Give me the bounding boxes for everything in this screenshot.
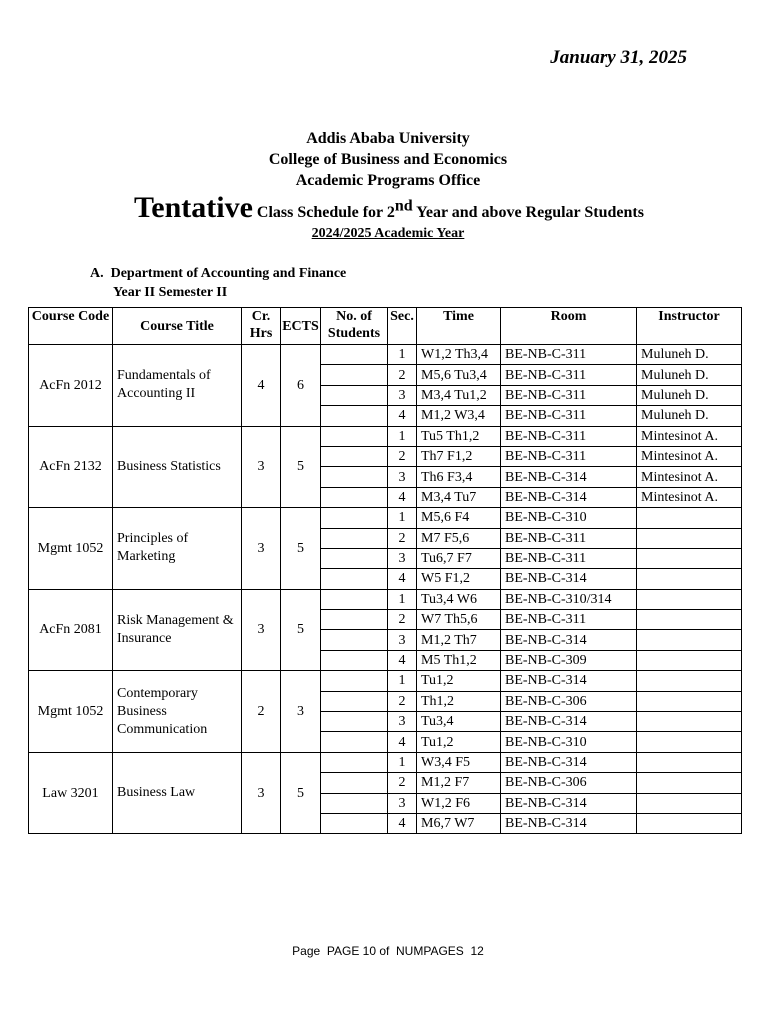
time-cell: Tu3,4: [417, 712, 501, 732]
course-code-cell: Mgmt 1052: [29, 508, 113, 590]
table-row: [29, 589, 742, 609]
instructor-cell: [637, 813, 742, 833]
time-cell: W7 Th5,6: [417, 610, 501, 630]
instructor-cell: [637, 752, 742, 772]
instructor-cell: [637, 712, 742, 732]
course-code-cell: Law 3201: [29, 752, 113, 834]
instructor-cell: Muluneh D.: [637, 365, 742, 385]
section-cell: 2: [388, 691, 417, 711]
instructor-cell: Muluneh D.: [637, 345, 742, 365]
time-cell: M5 Th1,2: [417, 650, 501, 670]
instructor-cell: [637, 630, 742, 650]
students-cell: [321, 813, 388, 833]
ects-cell: 5: [281, 508, 321, 590]
room-cell: BE-NB-C-311: [501, 548, 637, 568]
time-cell: M6,7 W7: [417, 813, 501, 833]
header-course-title: Course Title: [113, 308, 242, 345]
students-cell: [321, 650, 388, 670]
section-cell: 2: [388, 528, 417, 548]
room-cell: BE-NB-C-311: [501, 528, 637, 548]
instructor-cell: [637, 569, 742, 589]
students-cell: [321, 508, 388, 528]
instructor-cell: Mintesinot A.: [637, 446, 742, 466]
title-superscript: nd: [394, 197, 413, 215]
time-cell: M1,2 Th7: [417, 630, 501, 650]
header-room: Room: [501, 308, 637, 345]
title-text-post: Year and above Regular Students: [412, 204, 644, 221]
time-cell: Tu1,2: [417, 732, 501, 752]
students-cell: [321, 732, 388, 752]
time-cell: Tu3,4 W6: [417, 589, 501, 609]
instructor-cell: [637, 508, 742, 528]
section-cell: 4: [388, 650, 417, 670]
table-row: [29, 426, 742, 446]
ects-cell: 5: [281, 752, 321, 834]
title-text-pre: Class Schedule for 2: [252, 204, 395, 221]
ects-cell: 5: [281, 426, 321, 508]
credit-hours-cell: 3: [242, 589, 281, 671]
table-row: [29, 508, 742, 528]
ects-cell: 3: [281, 671, 321, 753]
room-cell: BE-NB-C-314: [501, 467, 637, 487]
room-cell: BE-NB-C-314: [501, 487, 637, 507]
section-cell: 3: [388, 467, 417, 487]
students-cell: [321, 589, 388, 609]
students-cell: [321, 487, 388, 507]
room-cell: BE-NB-C-314: [501, 752, 637, 772]
ects-cell: 5: [281, 589, 321, 671]
section-cell: 1: [388, 752, 417, 772]
room-cell: BE-NB-C-311: [501, 385, 637, 405]
course-title-cell: Risk Management & Insurance: [113, 589, 242, 671]
section-cell: 3: [388, 712, 417, 732]
time-cell: W5 F1,2: [417, 569, 501, 589]
section-cell: 2: [388, 773, 417, 793]
table-header-row: [29, 308, 742, 345]
students-cell: [321, 752, 388, 772]
time-cell: M5,6 F4: [417, 508, 501, 528]
room-cell: BE-NB-C-314: [501, 813, 637, 833]
room-cell: BE-NB-C-306: [501, 773, 637, 793]
students-cell: [321, 345, 388, 365]
table-row: [29, 752, 742, 772]
room-cell: BE-NB-C-314: [501, 712, 637, 732]
time-cell: M1,2 W3,4: [417, 406, 501, 426]
academic-year: 2024/2025 Academic Year: [311, 226, 465, 241]
header-instructor: Instructor: [637, 308, 742, 345]
section-cell: 1: [388, 345, 417, 365]
course-code-cell: Mgmt 1052: [29, 671, 113, 753]
room-cell: BE-NB-C-311: [501, 610, 637, 630]
ects-cell: 6: [281, 345, 321, 427]
students-cell: [321, 548, 388, 568]
table-row: [29, 345, 742, 365]
course-title-cell: Business Statistics: [113, 426, 242, 508]
document-header: [0, 128, 768, 191]
room-cell: BE-NB-C-309: [501, 650, 637, 670]
students-cell: [321, 691, 388, 711]
section-cell: 4: [388, 487, 417, 507]
students-cell: [321, 610, 388, 630]
instructor-cell: [637, 732, 742, 752]
students-cell: [321, 365, 388, 385]
office-name: Academic Programs Office: [295, 172, 481, 189]
instructor-cell: Mintesinot A.: [637, 426, 742, 446]
section-cell: 1: [388, 671, 417, 691]
students-cell: [321, 793, 388, 813]
time-cell: W1,2 F6: [417, 793, 501, 813]
time-cell: W1,2 Th3,4: [417, 345, 501, 365]
time-cell: M1,2 F7: [417, 773, 501, 793]
credit-hours-cell: 3: [242, 426, 281, 508]
room-cell: BE-NB-C-311: [501, 345, 637, 365]
document-title: [0, 191, 768, 225]
students-cell: [321, 569, 388, 589]
students-cell: [321, 385, 388, 405]
students-cell: [321, 406, 388, 426]
section-cell: 2: [388, 610, 417, 630]
room-cell: BE-NB-C-311: [501, 365, 637, 385]
time-cell: M7 F5,6: [417, 528, 501, 548]
instructor-cell: [637, 671, 742, 691]
time-cell: W3,4 F5: [417, 752, 501, 772]
university-name: Addis Ababa University: [306, 130, 470, 147]
section-cell: 4: [388, 813, 417, 833]
room-cell: BE-NB-C-314: [501, 630, 637, 650]
room-cell: BE-NB-C-311: [501, 446, 637, 466]
course-code-cell: AcFn 2012: [29, 345, 113, 427]
instructor-cell: [637, 548, 742, 568]
instructor-cell: [637, 589, 742, 609]
instructor-cell: [637, 528, 742, 548]
header-students: No. of Students: [321, 308, 388, 345]
schedule-table: [28, 307, 742, 834]
college-name: College of Business and Economics: [268, 151, 508, 168]
room-cell: BE-NB-C-310: [501, 508, 637, 528]
header-credit-hours: Cr. Hrs: [242, 308, 281, 345]
room-cell: BE-NB-C-310/314: [501, 589, 637, 609]
students-cell: [321, 446, 388, 466]
instructor-cell: Muluneh D.: [637, 385, 742, 405]
table-row: [29, 671, 742, 691]
instructor-cell: Mintesinot A.: [637, 467, 742, 487]
credit-hours-cell: 3: [242, 752, 281, 834]
time-cell: Tu1,2: [417, 671, 501, 691]
section-cell: 3: [388, 630, 417, 650]
room-cell: BE-NB-C-314: [501, 793, 637, 813]
section-heading: A. Department of Accounting and Finance: [90, 266, 347, 281]
students-cell: [321, 671, 388, 691]
section-cell: 2: [388, 446, 417, 466]
time-cell: Tu5 Th1,2: [417, 426, 501, 446]
room-cell: BE-NB-C-306: [501, 691, 637, 711]
students-cell: [321, 630, 388, 650]
credit-hours-cell: 4: [242, 345, 281, 427]
students-cell: [321, 467, 388, 487]
instructor-cell: [637, 691, 742, 711]
room-cell: BE-NB-C-314: [501, 671, 637, 691]
section-cell: 4: [388, 569, 417, 589]
credit-hours-cell: 3: [242, 508, 281, 590]
instructor-cell: [637, 773, 742, 793]
students-cell: [321, 528, 388, 548]
students-cell: [321, 773, 388, 793]
document-date: January 31, 2025: [550, 47, 687, 68]
time-cell: Th6 F3,4: [417, 467, 501, 487]
instructor-cell: [637, 610, 742, 630]
section-subheading: Year II Semester II: [113, 285, 228, 300]
room-cell: BE-NB-C-311: [501, 406, 637, 426]
time-cell: M3,4 Tu7: [417, 487, 501, 507]
instructor-cell: Muluneh D.: [637, 406, 742, 426]
header-section: Sec.: [388, 308, 417, 345]
header-course-code: Course Code: [29, 308, 113, 345]
time-cell: Th1,2: [417, 691, 501, 711]
students-cell: [321, 426, 388, 446]
section-cell: 3: [388, 548, 417, 568]
course-code-cell: AcFn 2081: [29, 589, 113, 671]
time-cell: M3,4 Tu1,2: [417, 385, 501, 405]
credit-hours-cell: 2: [242, 671, 281, 753]
instructor-cell: [637, 650, 742, 670]
section-cell: 4: [388, 406, 417, 426]
course-title-cell: Fundamentals of Accounting II: [113, 345, 242, 427]
section-cell: 1: [388, 589, 417, 609]
section-heading-block: [90, 264, 346, 302]
course-code-cell: AcFn 2132: [29, 426, 113, 508]
students-cell: [321, 712, 388, 732]
room-cell: BE-NB-C-310: [501, 732, 637, 752]
section-cell: 3: [388, 385, 417, 405]
page-footer: Page PAGE 10 of NUMPAGES 12: [292, 944, 484, 958]
course-title-cell: Contemporary Business Communication: [113, 671, 242, 753]
header-time: Time: [417, 308, 501, 345]
time-cell: Th7 F1,2: [417, 446, 501, 466]
room-cell: BE-NB-C-311: [501, 426, 637, 446]
instructor-cell: [637, 793, 742, 813]
title-tentative: Tentative: [134, 191, 253, 224]
time-cell: M5,6 Tu3,4: [417, 365, 501, 385]
instructor-cell: Mintesinot A.: [637, 487, 742, 507]
section-cell: 2: [388, 365, 417, 385]
course-title-cell: Business Law: [113, 752, 242, 834]
section-cell: 4: [388, 732, 417, 752]
section-cell: 1: [388, 426, 417, 446]
header-ects: ECTS: [281, 308, 321, 345]
time-cell: Tu6,7 F7: [417, 548, 501, 568]
room-cell: BE-NB-C-314: [501, 569, 637, 589]
section-cell: 3: [388, 793, 417, 813]
course-title-cell: Principles of Marketing: [113, 508, 242, 590]
section-cell: 1: [388, 508, 417, 528]
table-body: [29, 345, 742, 834]
